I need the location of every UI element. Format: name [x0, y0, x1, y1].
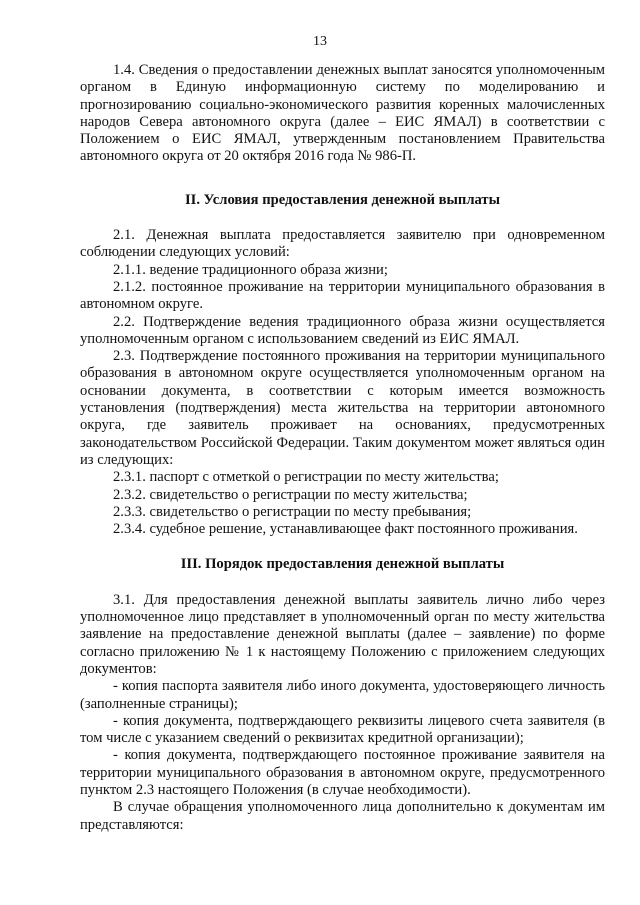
paragraph-3-1-proxy: В случае обращения уполномоченного лица дополнительно к документам им представляются: — [80, 799, 605, 833]
paragraph-3-1-passport: - копия паспорта заявителя либо иного документа, удостоверяющего личность (заполненные страницы); — [80, 678, 605, 712]
page-content — [80, 62, 605, 834]
paragraph-3-1-account: - копия документа, подтверждающего реквизиты лицевого счета заявителя (в том числе с указанием сведений о реквизитах кредитной организации); — [80, 712, 605, 747]
paragraph-2-1: 2.1. Денежная выплата предоставляется заявителю при одновременном соблюдении следующих условий: — [80, 227, 605, 261]
paragraph-2-3-1: 2.3.1. паспорт с отметкой о регистрации по месту жительства; — [113, 469, 499, 486]
paragraph-2-1-2: 2.1.2. постоянное проживание на территории муниципального образования в автономном округе. — [80, 278, 605, 313]
page-number: 13 — [313, 34, 327, 49]
paragraph-2-2: 2.2. Подтверждение ведения традиционного образа жизни осуществляется уполномоченным органом с использованием сведений из ЕИС ЯМАЛ. — [80, 313, 605, 347]
paragraph-2-3: 2.3. Подтверждение постоянного проживания на территории муниципального образования в автономном округе осуществляется уполномоченным органом на основании документа, в соответствии с которым имеется возможность установления (подтверждения) места жительства на территории автономного округа, где заявитель проживает на основаниях, предусмотренных законодательством Российской Федерации. Таким документом может являться один из следующих: — [80, 348, 605, 468]
section-2-heading: II. Условия предоставления денежной выплаты — [185, 191, 500, 208]
paragraph-3-1: 3.1. Для предоставления денежной выплаты заявитель лично либо через уполномоченное лицо представляет в уполномоченный орган по месту жительства заявление на предоставление денежной выплаты (далее – заявление) по форме согласно приложению № 1 к настоящему Положению с приложением следующих документов: — [80, 591, 605, 677]
section-3-heading: III. Порядок предоставления денежной выплаты — [180, 556, 505, 573]
paragraph-3-1-residence: - копия документа, подтверждающего постоянное проживание заявителя на территории муниципального образования в автономном округе, предусмотренного пунктом 2.3 настоящего Положения (в случае необходимости). — [80, 747, 605, 798]
paragraph-2-1-1: 2.1.1. ведение традиционного образа жизни; — [113, 261, 388, 278]
paragraph-1-4: 1.4. Сведения о предоставлении денежных выплат заносятся уполномоченным органом в Единую информационную систему по моделированию и прогнозированию социально-экономического развития коренных малочисленных народов Севера автономного округа (далее – ЕИС ЯМАЛ) в соответствии с Положением о ЕИС ЯМАЛ, утвержденным постановлением Правительства автономного округа от 20 октября 2016 года № 986-П. — [80, 62, 605, 165]
paragraph-2-3-3: 2.3.3. свидетельство о регистрации по месту пребывания; — [113, 503, 472, 520]
paragraph-2-3-2: 2.3.2. свидетельство о регистрации по месту жительства; — [113, 486, 468, 503]
paragraph-2-3-4: 2.3.4. судебное решение, устанавливающее факт постоянного проживания. — [113, 521, 578, 538]
